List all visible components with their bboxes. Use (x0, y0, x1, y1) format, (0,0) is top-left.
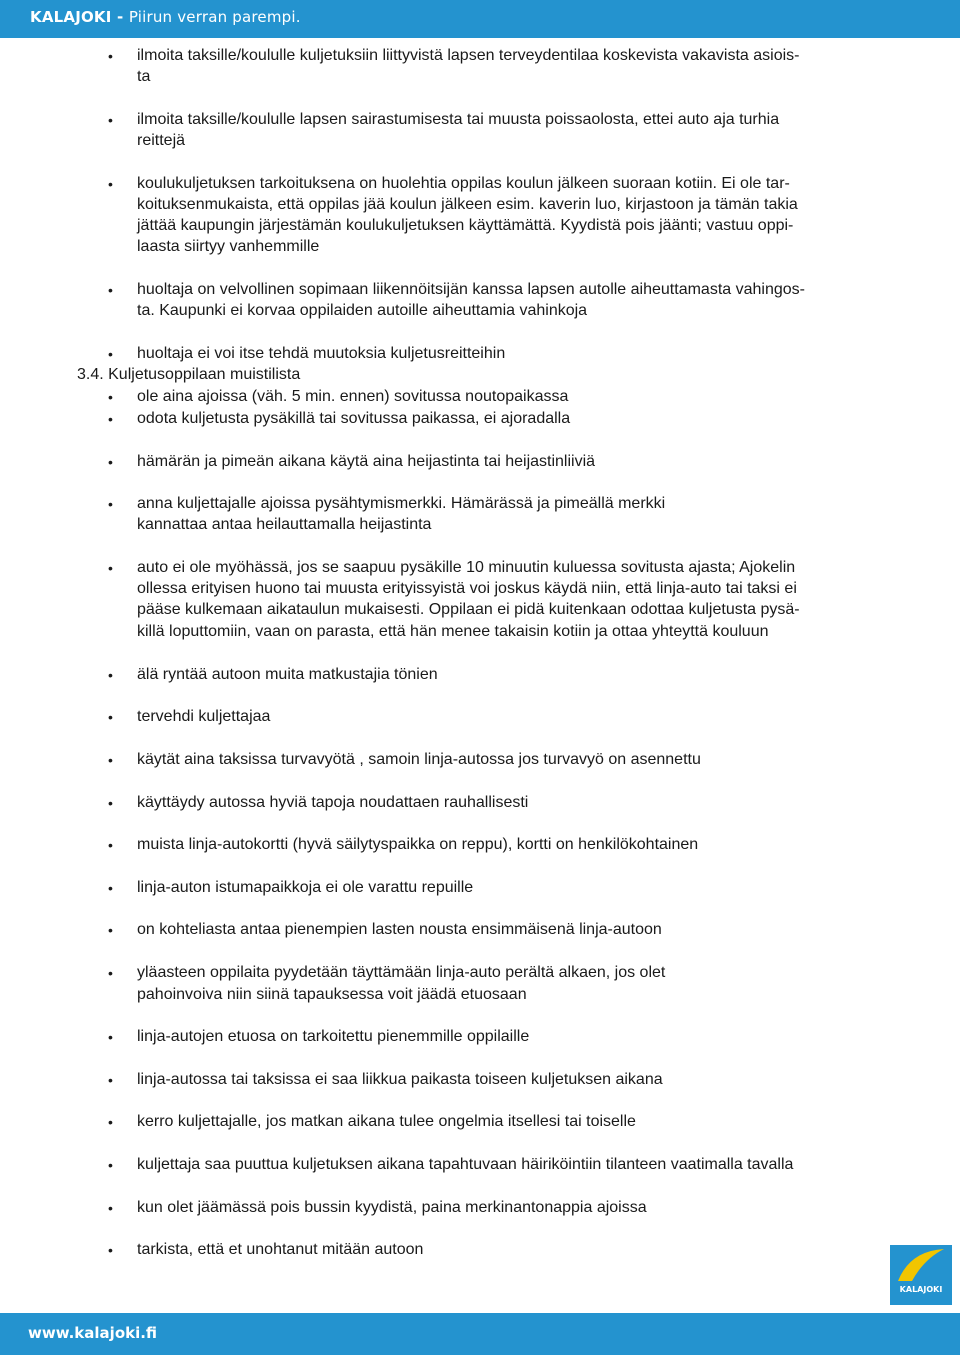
bullet-marker: • (108, 1029, 113, 1045)
list-item-text: ole aina ajoissa (väh. 5 min. ennen) sovitussa noutopaikassa (137, 388, 569, 405)
list-item-text: koulukuljetuksen tarkoituksena on huolehtia oppilas koulun jälkeen suoraan kotiin. Ei ole tar- (137, 175, 790, 192)
bullet-marker: • (108, 1200, 113, 1216)
footer-url: www.kalajoki.fi (28, 1324, 158, 1342)
list-item-text: käytät aina taksissa turvavyötä , samoin linja-autossa jos turvavyö on asennettu (137, 751, 701, 768)
bullet-marker: • (108, 1157, 113, 1173)
bullet-marker: • (108, 752, 113, 768)
bullet-marker: • (108, 389, 113, 405)
footer-bar (0, 1313, 960, 1355)
list-item-text: koituksenmukaista, että oppilas jää koulun jälkeen esim. kaverin luo, kirjastoon ja tämän takia (137, 196, 798, 213)
list-item-text: pahoinvoiva niin siinä tapauksessa voit jäädä etuosaan (137, 986, 527, 1003)
header-bar (0, 0, 960, 38)
list-item-text: kun olet jäämässä pois bussin kyydistä, paina merkinantonappia ajoissa (137, 1199, 647, 1216)
bullet-marker: • (108, 1072, 113, 1088)
list-item-text: yläasteen oppilaita pyydetään täyttämään linja-auto perältä alkaen, jos olet (137, 964, 666, 981)
bullet-marker: • (108, 346, 113, 362)
list-item-text: ollessa erityisen huono tai muusta erityissyistä voi joskus käydä niin, että linja-auto tai taksi ei (137, 580, 797, 597)
header-brand: KALAJOKI (30, 8, 112, 26)
list-item-text: linja-autojen etuosa on tarkoitettu pienemmille oppilaille (137, 1028, 530, 1045)
bullet-marker: • (108, 837, 113, 853)
logo-emblem-icon (890, 1245, 952, 1285)
list-item-text: anna kuljettajalle ajoissa pysähtymismerkki. Hämärässä ja pimeällä merkki (137, 495, 666, 512)
bullet-marker: • (108, 795, 113, 811)
bullet-marker: • (108, 282, 113, 298)
bullet-marker: • (108, 112, 113, 128)
list-item-text: ilmoita taksille/koululle kuljetuksiin liittyvistä lapsen terveydentilaa koskevista vakavista asiois- (137, 47, 800, 64)
list-item-text: odota kuljetusta pysäkillä tai sovitussa paikassa, ei ajoradalla (137, 410, 571, 427)
list-item-text: auto ei ole myöhässä, jos se saapuu pysäkille 10 minuutin kuluessa sovitusta ajasta; Ajokelin (137, 559, 796, 576)
bullet-marker: • (108, 965, 113, 981)
list-item-text: ta (137, 68, 151, 85)
list-item-text: älä ryntää autoon muita matkustajia tönien (137, 666, 438, 683)
list-item-text: muista linja-autokortti (hyvä säilytyspaikka on reppu), kortti on henkilökohtainen (137, 836, 699, 853)
header-separator: - (111, 8, 129, 26)
list-item-text: laasta siirtyy vanhemmille (137, 238, 320, 255)
list-item-text: ta. Kaupunki ei korvaa oppilaiden autoille aiheuttamia vahinkoja (137, 302, 588, 319)
bullet-marker: • (108, 880, 113, 896)
list-item-text: linja-autossa tai taksissa ei saa liikkua paikasta toiseen kuljetuksen aikana (137, 1071, 663, 1088)
list-item-text: tervehdi kuljettajaa (137, 708, 271, 725)
bullet-marker: • (108, 411, 113, 427)
bullet-marker: • (108, 176, 113, 192)
list-item-text: ilmoita taksille/koululle lapsen sairastumisesta tai muusta poissaolosta, ettei auto aja turhia (137, 111, 780, 128)
list-item-text: kuljettaja saa puuttua kuljetuksen aikana tapahtuvaan häiriköintiin tilanteen vaatimalla tavalla (137, 1156, 794, 1173)
list-item-text: hämärän ja pimeän aikana käytä aina heijastinta tai heijastinliiviä (137, 453, 596, 470)
list-item-text: huoltaja ei voi itse tehdä muutoksia kuljetusreitteihin (137, 345, 506, 362)
list-item-text: pääse kulkemaan aikataulun mukaisesti. Oppilaan ei pidä kuitenkaan odottaa kuljetusta pysä- (137, 601, 800, 618)
list-item-text: killä loputtomiin, vaan on parasta, että hän menee takaisin kotiin ja ottaa yhteyttä kouluun (137, 623, 769, 640)
bullet-marker: • (108, 560, 113, 576)
kalajoki-logo (890, 1245, 952, 1305)
list-item-text: linja-auton istumapaikkoja ei ole varattu repuille (137, 879, 474, 896)
logo-text: KALAJOKI (899, 1285, 943, 1294)
header-title (30, 8, 301, 26)
bullet-marker: • (108, 1114, 113, 1130)
bullet-marker: • (108, 922, 113, 938)
bullet-marker: • (108, 709, 113, 725)
list-item-text: kerro kuljettajalle, jos matkan aikana tulee ongelmia itsellesi tai toiselle (137, 1113, 636, 1130)
list-item-text: tarkista, että et unohtanut mitään autoon (137, 1241, 424, 1258)
section-heading: 3.4. Kuljetusoppilaan muistilista (77, 366, 301, 383)
bullet-marker: • (108, 48, 113, 64)
list-item-text: käyttäydy autossa hyviä tapoja noudattaen rauhallisesti (137, 794, 529, 811)
list-item-text: jättää kaupungin järjestämän koulukuljetuksen käyttämättä. Kyydistä pois jäänti; vastuu oppi- (137, 217, 794, 234)
list-item-text: huoltaja on velvollinen sopimaan liikennöitsijän kanssa lapsen autolle aiheuttamasta vahingos- (137, 281, 805, 298)
bullet-marker: • (108, 454, 113, 470)
list-item-text: on kohteliasta antaa pienempien lasten nousta ensimmäisenä linja-autoon (137, 921, 662, 938)
bullet-marker: • (108, 667, 113, 683)
list-item-text: reittejä (137, 132, 186, 149)
header-slogan: Piirun verran parempi. (128, 8, 301, 26)
bullet-marker: • (108, 1242, 113, 1258)
bullet-marker: • (108, 496, 113, 512)
list-item-text: kannattaa antaa heilauttamalla heijastinta (137, 516, 432, 533)
